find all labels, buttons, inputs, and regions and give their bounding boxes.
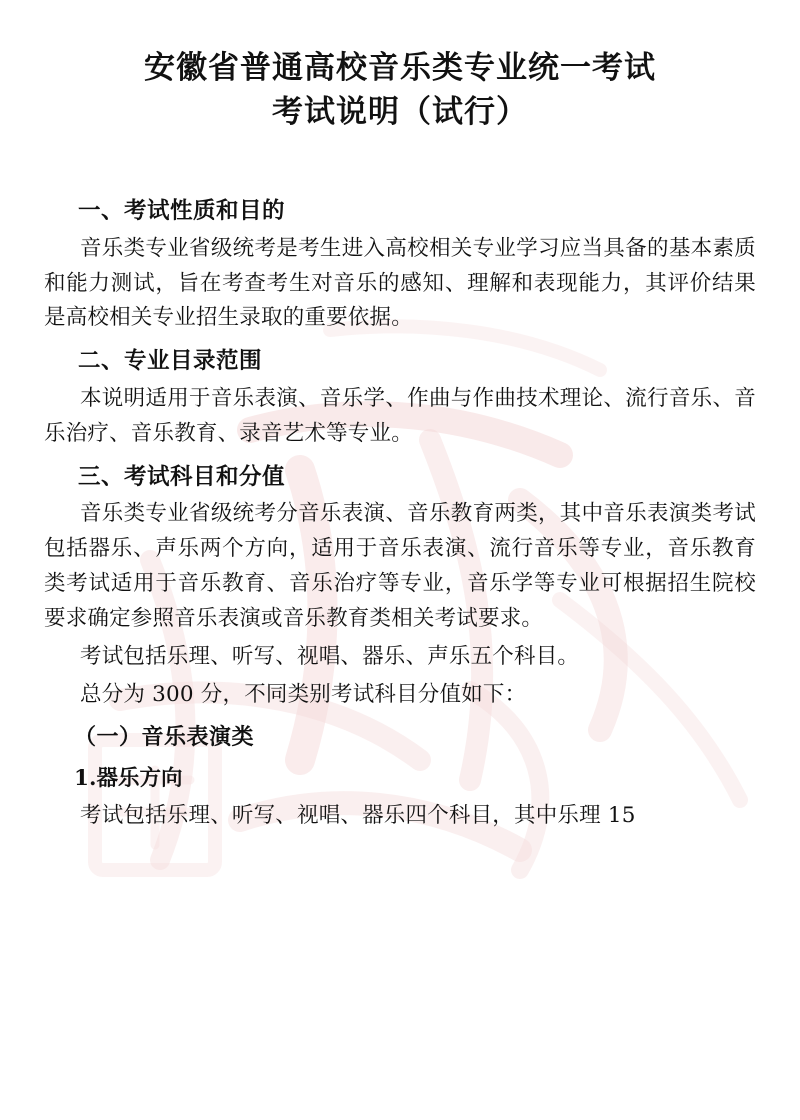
page-title-line-1: 安徽省普通高校音乐类专业统一考试	[144, 50, 656, 86]
subsection-heading-1: （一）音乐表演类	[74, 724, 255, 751]
subsection-paragraph-1: 考试包括乐理、听写、视唱、器乐四个科目，其中乐理 15	[80, 802, 636, 828]
section-heading-1: 一、考试性质和目的	[78, 198, 286, 225]
section-heading-3: 三、考试科目和分值	[78, 463, 286, 490]
page-title	[44, 46, 756, 134]
section-3-paragraph-1: 音乐类专业省级统考分音乐表演、音乐教育两类，其中音乐表演类考试包括器乐、声乐两个方向，适用于音乐表演、流行音乐等专业，音乐教育类考试适用于音乐教育、音乐治疗等专业，音乐学等专业可根据招生院校要求确定参照音乐表演或音乐教育类相关考试要求。	[44, 501, 756, 631]
section-3-paragraph-2: 考试包括乐理、听写、视唱、器乐、声乐五个科目。	[80, 643, 580, 669]
section-1-paragraph-1: 音乐类专业省级统考是考生进入高校相关专业学习应当具备的基本素质和能力测试，旨在考查考生对音乐的感知、理解和表现能力，其评价结果是高校相关专业招生录取的重要依据。	[44, 235, 756, 331]
page-title-line-2: 考试说明（试行）	[272, 94, 528, 131]
title-spacer	[44, 134, 756, 186]
section-3-paragraph-3: 总分为 300 分，不同类别考试科目分值如下：	[80, 681, 527, 707]
section-2-paragraph-1: 本说明适用于音乐表演、音乐学、作曲与作曲技术理论、流行音乐、音乐治疗、音乐教育、录音艺术等专业。	[44, 386, 756, 446]
subsection-subheading-1: 1.器乐方向	[74, 766, 183, 792]
section-heading-2: 二、专业目录范围	[78, 348, 263, 375]
